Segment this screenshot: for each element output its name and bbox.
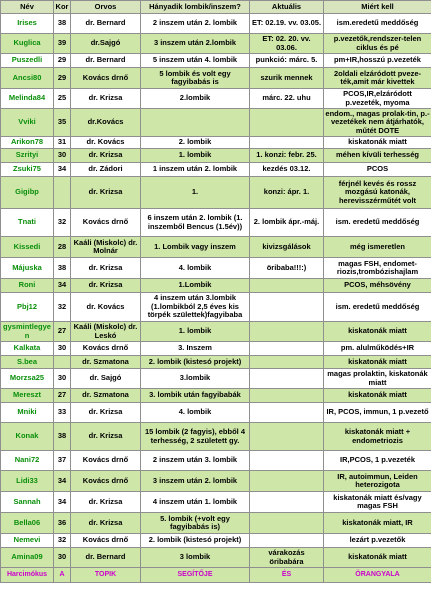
table-row [1, 492, 431, 513]
doctor-cell: dr. Krizsa [71, 492, 141, 513]
name-cell: Mniki [1, 403, 54, 423]
doctor-cell: dr. Krizsa [71, 423, 141, 451]
name-cell: Zsuki75 [1, 163, 54, 177]
attempt-cell: 1 inszem után 2. lombik [141, 163, 250, 177]
attempt-cell: 2. lombik [141, 137, 250, 149]
age-cell: 34 [54, 492, 71, 513]
current-cell: kezdés 03.12. [250, 163, 324, 177]
attempt-cell: 4. lombik [141, 403, 250, 423]
attempt-cell: 3 inszem után 2. lombik [141, 471, 250, 492]
name-cell: Pbj12 [1, 293, 54, 322]
age-cell: 38 [54, 14, 71, 34]
reason-cell: méhen kívüli terhesség [324, 149, 431, 163]
doctor-cell: dr. Krizsa [71, 279, 141, 293]
current-cell [250, 492, 324, 513]
reason-cell: kiskatonák miatt [324, 356, 431, 369]
doctor-cell: Kovács drnő [71, 68, 141, 89]
table-row [1, 279, 431, 293]
table-row [1, 451, 431, 471]
attempt-cell: 4. lombik [141, 258, 250, 279]
reason-cell: pm+IR,hosszú p.vezeték [324, 54, 431, 68]
current-cell: szurik mennek [250, 68, 324, 89]
table-row [1, 534, 431, 548]
name-cell: Bella06 [1, 513, 54, 534]
doctor-cell: Kovács drnő [71, 534, 141, 548]
name-cell: Morzsa25 [1, 369, 54, 389]
doctor-cell: dr. Szmatona [71, 389, 141, 403]
name-cell: Arikon78 [1, 137, 54, 149]
footer-cell: SEGÍTŐJE [141, 568, 250, 583]
current-cell: öribaba!!!:) [250, 258, 324, 279]
current-cell: 1. konzi: febr. 25. [250, 149, 324, 163]
attempt-cell: 1. lombik [141, 322, 250, 342]
name-cell: Ancsi80 [1, 68, 54, 89]
current-cell [250, 534, 324, 548]
attempt-cell: 15 lombik (2 fagyis), ebből 4 terhesség, 2 született gy. [141, 423, 250, 451]
current-cell: punkció: márc. 5. [250, 54, 324, 68]
header-row [1, 1, 431, 14]
age-cell: 25 [54, 89, 71, 109]
current-cell [250, 403, 324, 423]
footer-row [1, 568, 431, 583]
current-cell: 2. lombik ápr.-máj. [250, 209, 324, 237]
table-row [1, 403, 431, 423]
doctor-cell: dr. Krizsa [71, 149, 141, 163]
doctor-cell: Kovács drnő [71, 451, 141, 471]
attempt-cell [141, 109, 250, 137]
doctor-cell: dr.Sajgó [71, 34, 141, 54]
reason-cell: 2oldali elzáródott pveze-ték,amit már kivettek [324, 68, 431, 89]
attempt-cell: 6 inszem után 2. lombik (1. inszemből Bencus (1.5év)) [141, 209, 250, 237]
doctor-cell: dr.Kovács [71, 109, 141, 137]
reason-cell: magas FSH, endomet-riozis,trombózishajlam [324, 258, 431, 279]
reason-cell: kiskatonák miatt és/vagy magas FSH [324, 492, 431, 513]
footer-cell: TOPIK [71, 568, 141, 583]
reason-cell: kiskatonák miatt [324, 322, 431, 342]
attempt-cell: 1.Lombik [141, 279, 250, 293]
reason-cell: pm. alulműködés+IR [324, 342, 431, 356]
name-cell: Irises [1, 14, 54, 34]
name-cell: Nemevi [1, 534, 54, 548]
current-cell [250, 389, 324, 403]
table-row [1, 137, 431, 149]
attempt-cell: 3. lombik után fagyibabák [141, 389, 250, 403]
age-cell: 38 [54, 258, 71, 279]
current-cell: várakozás öribabára [250, 548, 324, 568]
attempt-cell: 1. [141, 177, 250, 209]
attempt-cell: 2 inszem után 3. lombik [141, 451, 250, 471]
header-doctor: Orvos [71, 1, 141, 14]
reason-cell: PCOS, méhsövény [324, 279, 431, 293]
name-cell: S.bea [1, 356, 54, 369]
age-cell: 30 [54, 548, 71, 568]
age-cell: 32 [54, 293, 71, 322]
doctor-cell: dr. Krizsa [71, 89, 141, 109]
name-cell: gysmintlegyen [1, 322, 54, 342]
age-cell: 29 [54, 68, 71, 89]
doctor-cell: dr. Krizsa [71, 177, 141, 209]
age-cell [54, 356, 71, 369]
doctor-cell: dr. Szmatona [71, 356, 141, 369]
name-cell: Puszedli [1, 54, 54, 68]
table-row [1, 177, 431, 209]
age-cell [54, 177, 71, 209]
age-cell: 33 [54, 403, 71, 423]
doctor-cell: dr. Sajgó [71, 369, 141, 389]
age-cell: 32 [54, 534, 71, 548]
age-cell: 38 [54, 423, 71, 451]
doctor-cell: Kovács drnő [71, 342, 141, 356]
name-cell: Kissedi [1, 237, 54, 258]
attempt-cell: 2.lombik [141, 89, 250, 109]
table-row [1, 68, 431, 89]
name-cell: Konak [1, 423, 54, 451]
header-attempt: Hányadik lombik/inszem? [141, 1, 250, 14]
reason-cell: IR, PCOS, immun, 1 p.vezető [324, 403, 431, 423]
reason-cell: PCOS,IR,elzáródott p.vezeték, myoma [324, 89, 431, 109]
table-row [1, 209, 431, 237]
name-cell: Kalkata [1, 342, 54, 356]
age-cell: 37 [54, 451, 71, 471]
table-row [1, 237, 431, 258]
reason-cell: ism. eredetű meddőség [324, 209, 431, 237]
table-row [1, 548, 431, 568]
table-row [1, 513, 431, 534]
doctor-cell: Kaáli (Miskolc) dr. Leskó [71, 322, 141, 342]
current-cell [250, 342, 324, 356]
name-cell: Nani72 [1, 451, 54, 471]
age-cell: 27 [54, 389, 71, 403]
current-cell [250, 293, 324, 322]
table-body [1, 14, 431, 568]
attempt-cell: 3. Inszem [141, 342, 250, 356]
attempt-cell: 1. Lombik vagy inszem [141, 237, 250, 258]
attempt-cell: 2. lombik (kistesó projekt) [141, 534, 250, 548]
attempt-cell: 5 inszem után 4. lombik [141, 54, 250, 68]
table-row [1, 89, 431, 109]
attempt-cell: 2. lombik (kistesó projekt) [141, 356, 250, 369]
age-cell: 34 [54, 163, 71, 177]
name-cell: Májuska [1, 258, 54, 279]
doctor-cell: dr. Kovács [71, 137, 141, 149]
attempt-cell: 4 inszem után 1. lombik [141, 492, 250, 513]
header-current: Aktuális [250, 1, 324, 14]
age-cell: 30 [54, 149, 71, 163]
header-reason: Miért kell [324, 1, 431, 14]
reason-cell: kiskatonák miatt + endometriozis [324, 423, 431, 451]
name-cell: Gigibp [1, 177, 54, 209]
attempt-cell: 3.lombik [141, 369, 250, 389]
doctor-cell: dr. Zádori [71, 163, 141, 177]
current-cell [250, 513, 324, 534]
current-cell [250, 471, 324, 492]
current-cell [250, 369, 324, 389]
current-cell [250, 137, 324, 149]
table-row [1, 389, 431, 403]
table-row [1, 471, 431, 492]
current-cell [250, 279, 324, 293]
age-cell: 30 [54, 369, 71, 389]
name-cell: Mereszt [1, 389, 54, 403]
doctor-cell: dr. Kovács [71, 293, 141, 322]
age-cell: 34 [54, 279, 71, 293]
name-cell: Lidi33 [1, 471, 54, 492]
doctor-cell: Kovács drnő [71, 209, 141, 237]
doctor-cell: dr. Krizsa [71, 258, 141, 279]
name-cell: Melinda84 [1, 89, 54, 109]
reason-cell: PCOS [324, 163, 431, 177]
footer-cell: A [54, 568, 71, 583]
current-cell: ET: 02. 20. vv. 03.06. [250, 34, 324, 54]
footer-cell: ÉS [250, 568, 324, 583]
current-cell [250, 322, 324, 342]
age-cell: 30 [54, 342, 71, 356]
age-cell: 35 [54, 109, 71, 137]
reason-cell: férjnél kevés és rossz mozgású katonák, herevisszérműtét volt [324, 177, 431, 209]
age-cell: 39 [54, 34, 71, 54]
current-cell [250, 451, 324, 471]
doctor-cell: dr. Bernard [71, 548, 141, 568]
footer-cell: ÖRANGYALA [324, 568, 431, 583]
table-row [1, 342, 431, 356]
header-age: Kor [54, 1, 71, 14]
reason-cell: kiskatonák miatt, IR [324, 513, 431, 534]
age-cell: 32 [54, 209, 71, 237]
current-cell [250, 423, 324, 451]
doctor-cell: Kovács drnő [71, 471, 141, 492]
footer-cell: Harcimókus [1, 568, 54, 583]
table-row [1, 258, 431, 279]
age-cell: 28 [54, 237, 71, 258]
name-cell: Tnati [1, 209, 54, 237]
current-cell [250, 109, 324, 137]
table-row [1, 54, 431, 68]
reason-cell: még ismeretlen [324, 237, 431, 258]
attempt-cell: 3 lombik [141, 548, 250, 568]
table-row [1, 423, 431, 451]
reason-cell: ism.eredetű meddőség [324, 14, 431, 34]
doctor-cell: Kaáli (Miskolc) dr. Molnár [71, 237, 141, 258]
name-cell: Roni [1, 279, 54, 293]
table-row [1, 369, 431, 389]
name-cell: Amina09 [1, 548, 54, 568]
name-cell: Vviki [1, 109, 54, 137]
reason-cell: lezárt p.vezetők [324, 534, 431, 548]
age-cell: 31 [54, 137, 71, 149]
age-cell: 27 [54, 322, 71, 342]
current-cell: kivizsgálások [250, 237, 324, 258]
doctor-cell: dr. Krizsa [71, 403, 141, 423]
header-name: Név [1, 1, 54, 14]
name-cell: Kuglica [1, 34, 54, 54]
reason-cell: kiskatonák miatt [324, 548, 431, 568]
age-cell: 34 [54, 471, 71, 492]
reason-cell: IR,PCOS, 1 p.vezeték [324, 451, 431, 471]
table-row [1, 149, 431, 163]
current-cell: konzi: ápr. 1. [250, 177, 324, 209]
table-row [1, 34, 431, 54]
table-row [1, 356, 431, 369]
current-cell [250, 356, 324, 369]
current-cell: márc. 22. uhu [250, 89, 324, 109]
reason-cell: kiskatonák miatt [324, 389, 431, 403]
attempt-cell: 2 inszem után 2. lombik [141, 14, 250, 34]
table-row [1, 109, 431, 137]
table-row [1, 163, 431, 177]
table-row [1, 14, 431, 34]
name-cell: Sannah [1, 492, 54, 513]
attempt-cell: 3 inszem után 2.lombik [141, 34, 250, 54]
reason-cell: kiskatonák miatt [324, 137, 431, 149]
reason-cell: IR, autoimmun, Leiden heterozigota [324, 471, 431, 492]
attempt-cell: 1. lombik [141, 149, 250, 163]
doctor-cell: dr. Krizsa [71, 513, 141, 534]
name-cell: Szrityi [1, 149, 54, 163]
attempt-cell: 4 inszem után 3.lombik (1.lombikból 2,5 éves kis törpék születtek)fagyibaba [141, 293, 250, 322]
reason-cell: ism. eredetű meddőség [324, 293, 431, 322]
age-cell: 29 [54, 54, 71, 68]
doctor-cell: dr. Bernard [71, 54, 141, 68]
table-row [1, 293, 431, 322]
current-cell: ET: 02.19. vv. 03.05. [250, 14, 324, 34]
reason-cell: p.vezetők,rendszer-telen ciklus és pé [324, 34, 431, 54]
reason-cell: magas prolaktin, kiskatonák miatt [324, 369, 431, 389]
age-cell: 36 [54, 513, 71, 534]
attempt-cell: 5. lombik (+volt egy fagyibabás is) [141, 513, 250, 534]
table-row [1, 322, 431, 342]
doctor-cell: dr. Bernard [71, 14, 141, 34]
reason-cell: endom., magas prolak-tin, p.-vezetékek nem átjárhatók, műtét DOTE [325, 108, 430, 135]
attempt-cell: 5 lombik és volt egy fagyibabás is [141, 68, 250, 89]
